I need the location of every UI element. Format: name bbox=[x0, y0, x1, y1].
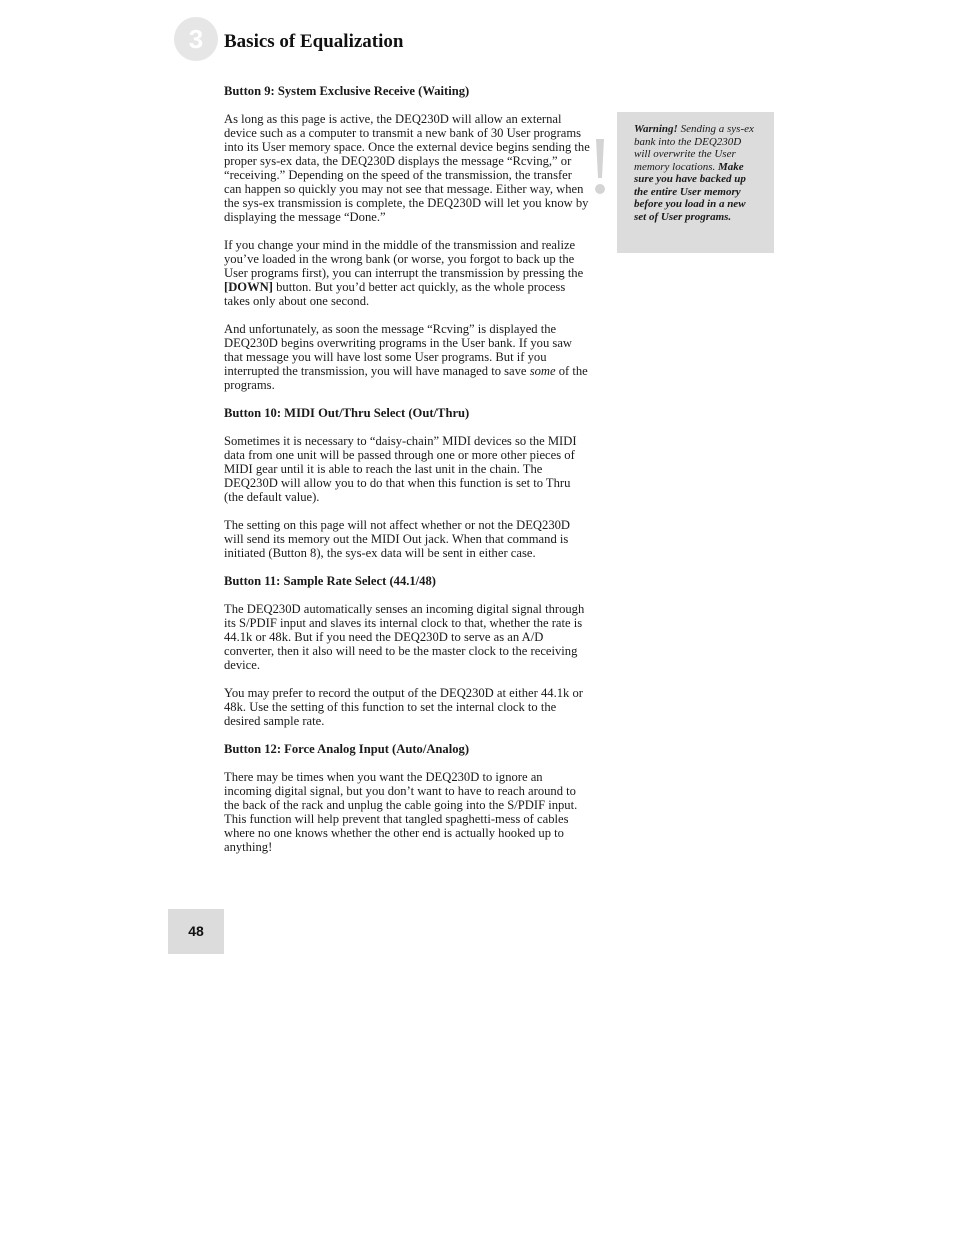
exclamation-icon-svg bbox=[589, 136, 611, 198]
text-run: And unfortunately, as soon the message “Rcving” is displayed the DEQ230D begins overwriting programs in the User bank. If you saw that message you will have lost some User programs. But if you interrupted the transmission, you will have managed to save bbox=[224, 322, 573, 378]
text-run: of the programs. bbox=[224, 364, 588, 392]
section-heading-button-11: Button 11: Sample Rate Select (44.1/48) bbox=[224, 574, 436, 588]
chapter-title: Basics of Equalization bbox=[224, 31, 404, 52]
text-run: If you change your mind in the middle of the transmission and realize you’ve loaded in the wrong bank (or worse, you forgot to back up the User programs first), you can interrupt the transmission by pressing the bbox=[224, 238, 584, 280]
down-button-label: [DOWN] bbox=[224, 280, 273, 294]
page-number-tab bbox=[168, 909, 224, 954]
chapter-number: 3 bbox=[188, 24, 204, 54]
warning-label: Warning! bbox=[634, 123, 678, 135]
exclamation-dot bbox=[595, 184, 605, 194]
warning-body: Sending a sys-ex bank into the DEQ230D will overwrite the User memory locations. bbox=[634, 123, 754, 173]
section-heading-button-10: Button 10: MIDI Out/Thru Select (Out/Thru) bbox=[224, 406, 470, 420]
paragraph: You may prefer to record the output of the DEQ230D at either 44.1k or 48k. Use the setting of this function to set the internal clock to the desired sample rate. bbox=[224, 686, 583, 728]
text-run: button. But you’d better act quickly, as the whole process takes only about one second. bbox=[224, 280, 566, 308]
paragraph: There may be times when you want the DEQ230D to ignore an incoming digital signal, but you don’t want to have to reach around to the back of the rack and unplug the cable going into the S/PDIF input. This function will help prevent that tangled spaghetti-mess of cables where no one knows whether the other end is actually hooked up to anything! bbox=[224, 770, 578, 854]
chapter-badge bbox=[174, 17, 218, 61]
paragraph: The setting on this page will not affect whether or not the DEQ230D will send its memory out the MIDI Out jack. When that command is initiated (Button 8), the sys-ex data will be sent in either case. bbox=[224, 518, 571, 560]
paragraph bbox=[224, 238, 590, 308]
paragraph bbox=[224, 322, 590, 392]
page-number: 48 bbox=[188, 923, 204, 939]
main-column bbox=[224, 84, 590, 854]
exclamation-stroke bbox=[596, 139, 604, 178]
paragraph: Sometimes it is necessary to “daisy-chain” MIDI devices so the MIDI data from one unit will be passed through one or more other pieces of MIDI gear until it is able to reach the last unit in the chain. The DEQ230D will allow you to do that when this function is set to Thru (the default value). bbox=[224, 434, 577, 504]
warning-sidebar bbox=[617, 112, 774, 253]
paragraph: As long as this page is active, the DEQ230D will allow an external device such as a computer to transmit a new bank of 30 User programs into its User memory space. Once the external device begins sending the proper sys-ex data, the DEQ230D displays the message “Rcving,” or “receiving.” Depending on the speed of the transmission, the transfer can happen so quickly you may not see that message. Either way, when the sys-ex transmission is complete, the DEQ230D will let you know by displaying the message “Done.” bbox=[224, 112, 590, 224]
section-heading-button-9: Button 9: System Exclusive Receive (Waiting) bbox=[224, 84, 470, 98]
section-heading-button-12: Button 12: Force Analog Input (Auto/Analog) bbox=[224, 742, 470, 756]
warning-text bbox=[634, 123, 760, 223]
warning-emphasis: Make sure you have backed up the entire User memory before you load in a new set of User programs. bbox=[634, 160, 746, 223]
emphasis: some bbox=[529, 364, 556, 378]
paragraph: The DEQ230D automatically senses an incoming digital signal through its S/PDIF input and slaves its internal clock to that, whether the rate is 44.1k or 48k. But if you need the DEQ230D to serve as an A/D converter, then it also will need to be the master clock to the receiving device. bbox=[224, 602, 585, 672]
exclamation-icon bbox=[589, 136, 611, 198]
